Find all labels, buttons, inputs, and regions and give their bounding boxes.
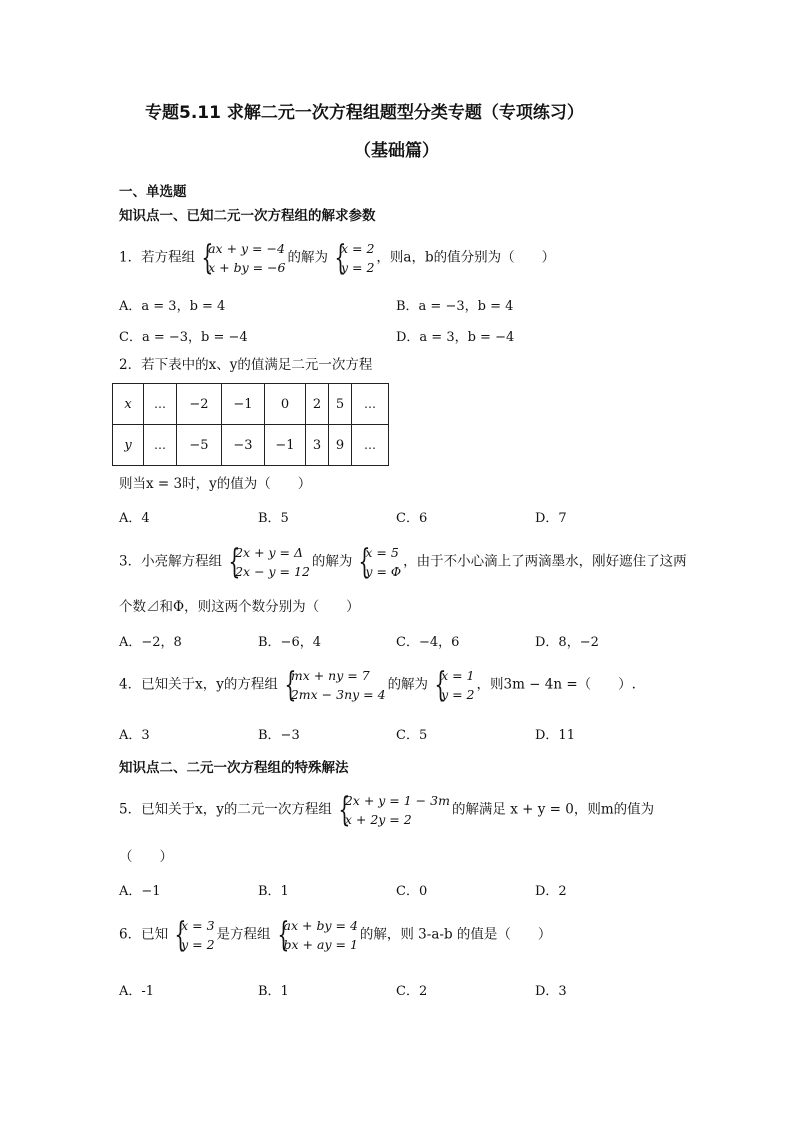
solution-system: { x = 1 y = 2 — [434, 665, 475, 705]
solution-system: { x = 2 y = 2 — [334, 238, 375, 278]
question-6: 6．已知 { x = 3 y = 2 是方程组 { ax + by = 4 bx + ay = 1 的解，则 3-a-b 的值是（ ） — [119, 915, 552, 955]
solution-system: { x = 3 y = 2 — [174, 915, 215, 955]
q4-option-c: C．5 — [396, 728, 428, 743]
solution-system: { x = 5 y = Φ — [358, 542, 402, 582]
question-5: 5．已知关于x，y的二元一次方程组 { 2x + y = 1 − 3m x + 2y = 2 的解满足 x + y = 0，则m的值为 — [119, 790, 655, 830]
q1-option-a: A．a = 3，b = 4 — [119, 299, 226, 314]
q6-option-a: A．-1 — [119, 984, 155, 999]
q3-option-c: C．−4，6 — [396, 635, 460, 650]
q3-option-a: A．−2，8 — [119, 635, 182, 650]
q2-option-b: B．5 — [258, 511, 289, 526]
knowledge-point-2: 知识点二、二元一次方程组的特殊解法 — [119, 760, 349, 776]
question-2: 2．若下表中的x、y的值满足二元一次方程 — [119, 357, 373, 373]
q1-option-d: D．a = 3，b = −4 — [396, 330, 515, 345]
table-row-y: y … −5 −3 −1 3 9 … — [113, 425, 389, 466]
q1-option-b: B．a = −3，b = 4 — [396, 299, 514, 314]
q5-option-b: B．1 — [258, 884, 289, 899]
page-title: 专题5.11 求解二元一次方程组题型分类专题（专项练习） — [145, 103, 584, 123]
q1-option-c: C．a = −3，b = −4 — [119, 330, 248, 345]
question-5-line2: （ ） — [119, 849, 173, 865]
q6-option-b: B．1 — [258, 984, 289, 999]
equation-system: { ax + by = 4 bx + ay = 1 — [277, 915, 358, 955]
q2-option-c: C．6 — [396, 511, 428, 526]
question-4: 4．已知关于x，y的方程组 { mx + ny = 7 2mx − 3ny = 4 的解为 { x = 1 y = 2 ，则3m − 4n =（ ）. — [119, 665, 636, 705]
q6-option-d: D．3 — [535, 984, 567, 999]
q6-option-c: C．2 — [396, 984, 428, 999]
q5-option-a: A．−1 — [119, 884, 161, 899]
page-subtitle: （基础篇） — [354, 141, 439, 161]
q3-option-d: D．8，−2 — [535, 635, 599, 650]
question-2-followup: 则当x = 3时，y的值为（ ） — [119, 476, 312, 492]
equation-system: { ax + y = −4 x + by = −6 — [201, 238, 286, 278]
q5-option-d: D．2 — [535, 884, 567, 899]
q4-option-a: A．3 — [119, 728, 150, 743]
q4-option-b: B．−3 — [258, 728, 300, 743]
equation-system: { 2x + y = Δ 2x − y = 12 — [228, 542, 310, 582]
q4-option-d: D．11 — [535, 728, 575, 743]
q2-option-a: A．4 — [119, 511, 150, 526]
knowledge-point-1: 知识点一、已知二元一次方程组的解求参数 — [119, 208, 376, 224]
xy-table — [112, 383, 389, 466]
q5-option-c: C．0 — [396, 884, 428, 899]
equation-system: { 2x + y = 1 − 3m x + 2y = 2 — [338, 790, 450, 830]
section-heading: 一、单选题 — [119, 184, 187, 200]
question-3-line2: 个数⊿和Φ，则这两个数分别为（ ） — [119, 599, 360, 615]
table-row-x: x … −2 −1 0 2 5 … — [113, 384, 389, 425]
q2-option-d: D．7 — [535, 511, 567, 526]
equation-system: { mx + ny = 7 2mx − 3ny = 4 — [284, 665, 386, 705]
q3-option-b: B．−6，4 — [258, 635, 321, 650]
question-1: 1．若方程组 { ax + y = −4 x + by = −6 的解为 { x = 2 y = 2 ，则a，b的值分别为（ ） — [119, 238, 556, 278]
question-3: 3．小亮解方程组 { 2x + y = Δ 2x − y = 12 的解为 { x = 5 y = Φ ，由于不小心滴上了两滴墨水，刚好遮住了这两 — [119, 542, 687, 582]
